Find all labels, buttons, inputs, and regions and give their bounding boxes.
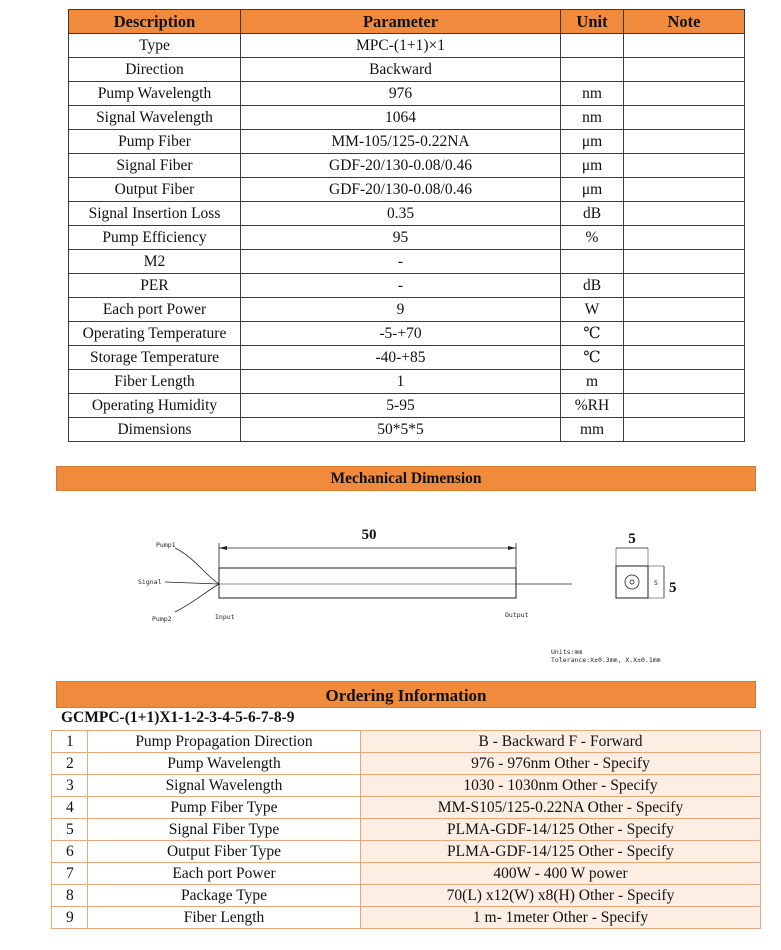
table-row xyxy=(52,863,761,885)
cell-unit: % xyxy=(561,226,624,250)
table-row xyxy=(52,753,761,775)
order-option: 976 - 976nm Other - Specify xyxy=(361,753,761,775)
cell-unit xyxy=(561,250,624,274)
order-desc: Pump Wavelength xyxy=(88,753,361,775)
table-row xyxy=(69,106,745,130)
cell-note xyxy=(624,154,745,178)
cell-unit: dB xyxy=(561,202,624,226)
cell-param: 0.35 xyxy=(241,202,561,226)
cell-note xyxy=(624,106,745,130)
end-view-box xyxy=(616,566,648,598)
ordering-table xyxy=(51,730,761,929)
mechanical-dimension-title: Mechanical Dimension xyxy=(56,466,756,491)
cell-param: GDF-20/130-0.08/0.46 xyxy=(241,154,561,178)
table-row xyxy=(69,34,745,58)
cell-note xyxy=(624,34,745,58)
cell-desc: Dimensions xyxy=(69,418,241,442)
cell-desc: Fiber Length xyxy=(69,370,241,394)
input-label: Input xyxy=(215,613,235,621)
cell-unit: μm xyxy=(561,130,624,154)
order-desc: Signal Wavelength xyxy=(88,775,361,797)
cell-note xyxy=(624,130,745,154)
order-option: 1030 - 1030nm Other - Specify xyxy=(361,775,761,797)
pump2-fiber xyxy=(175,584,219,612)
cell-desc: Type xyxy=(69,34,241,58)
cell-param: 1 xyxy=(241,370,561,394)
cell-desc: Pump Wavelength xyxy=(69,82,241,106)
cell-desc: Each port Power xyxy=(69,298,241,322)
cell-unit: m xyxy=(561,370,624,394)
width-label: 5 xyxy=(628,531,636,547)
cell-desc: PER xyxy=(69,274,241,298)
table-row xyxy=(52,819,761,841)
table-row xyxy=(69,178,745,202)
cell-note xyxy=(624,322,745,346)
table-row xyxy=(69,298,745,322)
table-row xyxy=(69,370,745,394)
cell-desc: Storage Temperature xyxy=(69,346,241,370)
cell-desc: Operating Temperature xyxy=(69,322,241,346)
table-row xyxy=(69,130,745,154)
order-num: 5 xyxy=(52,819,88,841)
cell-note xyxy=(624,58,745,82)
order-num: 3 xyxy=(52,775,88,797)
cell-desc: Direction xyxy=(69,58,241,82)
spec-table xyxy=(68,9,745,442)
order-code: GCMPC-(1+1)X1-1-2-3-4-5-6-7-8-9 xyxy=(61,709,295,726)
cell-note xyxy=(624,250,745,274)
order-desc: Pump Propagation Direction xyxy=(88,731,361,753)
cell-unit: μm xyxy=(561,154,624,178)
table-row xyxy=(69,82,745,106)
cell-desc: Operating Humidity xyxy=(69,394,241,418)
order-option: B - Backward F - Forward xyxy=(361,731,761,753)
cell-unit: nm xyxy=(561,106,624,130)
cell-param: Backward xyxy=(241,58,561,82)
end-view-port xyxy=(625,575,639,589)
table-row xyxy=(69,154,745,178)
tolerance-text: Tolerance:X±0.3mm, X.X±0.1mm xyxy=(551,656,661,664)
table-row xyxy=(52,885,761,907)
cell-note xyxy=(624,82,745,106)
spec-body xyxy=(69,34,745,442)
length-label: 50 xyxy=(361,527,377,543)
cell-note xyxy=(624,418,745,442)
order-num: 8 xyxy=(52,885,88,907)
cell-unit: dB xyxy=(561,274,624,298)
table-row xyxy=(52,841,761,863)
cell-desc: Signal Wavelength xyxy=(69,106,241,130)
cell-desc: Output Fiber xyxy=(69,178,241,202)
signal-label: Signal xyxy=(138,578,162,586)
cell-param: 50*5*5 xyxy=(241,418,561,442)
coupler-body xyxy=(219,568,516,598)
order-desc: Fiber Length xyxy=(88,907,361,929)
cell-param: - xyxy=(241,274,561,298)
cell-note xyxy=(624,346,745,370)
cell-note xyxy=(624,226,745,250)
header-unit: Unit xyxy=(561,10,624,34)
order-num: 2 xyxy=(52,753,88,775)
order-num: 7 xyxy=(52,863,88,885)
order-desc: Pump Fiber Type xyxy=(88,797,361,819)
cell-param: 5-95 xyxy=(241,394,561,418)
height-label: 5 xyxy=(669,580,677,596)
cell-note xyxy=(624,394,745,418)
cell-unit: μm xyxy=(561,178,624,202)
table-row xyxy=(69,394,745,418)
header-parameter: Parameter xyxy=(241,10,561,34)
cell-param: GDF-20/130-0.08/0.46 xyxy=(241,178,561,202)
order-option: 1 m- 1meter Other - Specify xyxy=(361,907,761,929)
spec-header-row xyxy=(69,10,745,34)
table-row xyxy=(52,775,761,797)
cell-note xyxy=(624,298,745,322)
order-option: PLMA-GDF-14/125 Other - Specify xyxy=(361,819,761,841)
table-row xyxy=(69,202,745,226)
signal-fiber xyxy=(165,582,219,584)
cell-desc: Signal Fiber xyxy=(69,154,241,178)
cell-unit: %RH xyxy=(561,394,624,418)
table-row xyxy=(52,797,761,819)
order-desc: Package Type xyxy=(88,885,361,907)
cell-param: 976 xyxy=(241,82,561,106)
cell-note xyxy=(624,370,745,394)
cell-note xyxy=(624,274,745,298)
cell-desc: Pump Fiber xyxy=(69,130,241,154)
order-option: PLMA-GDF-14/125 Other - Specify xyxy=(361,841,761,863)
table-row xyxy=(69,322,745,346)
cell-unit xyxy=(561,58,624,82)
order-option: 400W - 400 W power xyxy=(361,863,761,885)
cell-param: 9 xyxy=(241,298,561,322)
cell-unit: ℃ xyxy=(561,346,624,370)
order-num: 6 xyxy=(52,841,88,863)
header-description: Description xyxy=(69,10,241,34)
table-row xyxy=(52,731,761,753)
ordering-information-title: Ordering Information xyxy=(56,681,756,708)
cell-desc: M2 xyxy=(69,250,241,274)
cell-param: -40-+85 xyxy=(241,346,561,370)
cell-param: MM-105/125-0.22NA xyxy=(241,130,561,154)
pump2-label: Pump2 xyxy=(152,615,172,623)
table-row xyxy=(69,58,745,82)
order-num: 9 xyxy=(52,907,88,929)
table-row xyxy=(69,250,745,274)
table-row xyxy=(69,274,745,298)
table-row xyxy=(69,418,745,442)
cell-desc: Pump Efficiency xyxy=(69,226,241,250)
cell-param: - xyxy=(241,250,561,274)
table-row xyxy=(69,226,745,250)
table-row xyxy=(52,907,761,929)
cell-note xyxy=(624,202,745,226)
cell-unit: ℃ xyxy=(561,322,624,346)
units-text: Units:mm xyxy=(551,648,583,656)
order-desc: Signal Fiber Type xyxy=(88,819,361,841)
cell-unit: mm xyxy=(561,418,624,442)
order-desc: Output Fiber Type xyxy=(88,841,361,863)
output-label: Output xyxy=(505,611,529,619)
cell-param: 1064 xyxy=(241,106,561,130)
cell-param: MPC-(1+1)×1 xyxy=(241,34,561,58)
order-num: 4 xyxy=(52,797,88,819)
order-num: 1 xyxy=(52,731,88,753)
cell-note xyxy=(624,178,745,202)
svg-text:5: 5 xyxy=(654,579,658,587)
cell-unit: W xyxy=(561,298,624,322)
order-desc: Each port Power xyxy=(88,863,361,885)
cell-unit: nm xyxy=(561,82,624,106)
cell-desc: Signal Insertion Loss xyxy=(69,202,241,226)
cell-param: -5-+70 xyxy=(241,322,561,346)
order-option: MM-S105/125-0.22NA Other - Specify xyxy=(361,797,761,819)
cell-unit xyxy=(561,34,624,58)
table-row xyxy=(69,346,745,370)
pump1-fiber xyxy=(175,548,219,584)
pump1-label: Pump1 xyxy=(156,541,176,549)
order-option: 70(L) x12(W) x8(H) Other - Specify xyxy=(361,885,761,907)
cell-param: 95 xyxy=(241,226,561,250)
header-note: Note xyxy=(624,10,745,34)
